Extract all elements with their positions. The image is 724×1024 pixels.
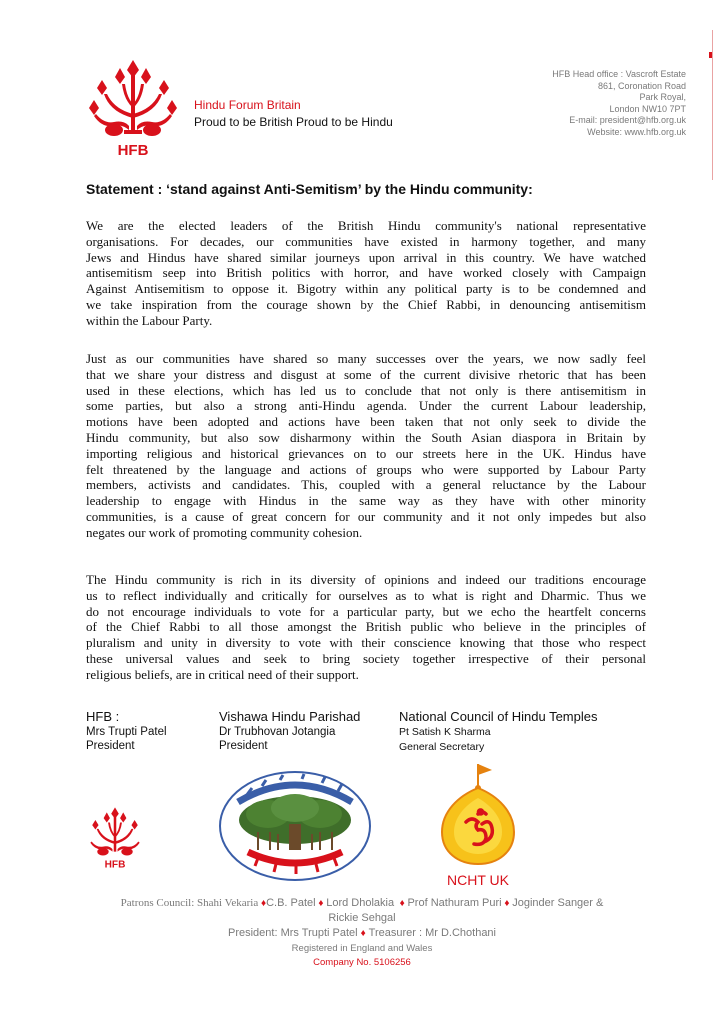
margin-tick xyxy=(709,52,712,58)
address-line: 861, Coronation Road xyxy=(597,80,686,91)
ncht-logo-text: NCHT UK xyxy=(447,872,509,888)
signatory-org: National Council of Hindu Temples xyxy=(399,709,598,724)
org-name: Hindu Forum Britain xyxy=(194,98,301,112)
paragraph-line: The Hindu community is rich in its diversity of opinions and indeed our traditions encourage xyxy=(86,572,646,587)
treasurer-text: Treasurer : Mr D.Chothani xyxy=(368,927,496,939)
signatory-role: President xyxy=(219,740,268,752)
paragraph-line: organisations. For decades, our communities have existed in harmony together, and many xyxy=(86,233,646,249)
drop-icon: ♦ xyxy=(360,928,366,939)
signatory-name: Mrs Trupti Patel xyxy=(86,726,167,738)
company-number: Company No. 5106256 xyxy=(313,957,411,968)
address-line: London NW10 7PT xyxy=(609,103,686,114)
drop-icon: ♦ xyxy=(260,898,267,909)
vhp-logo xyxy=(218,770,372,882)
paragraph-line: We are the elected leaders of the British Hindu community's national representative xyxy=(86,218,646,233)
signatory-org: Vishawa Hindu Parishad xyxy=(219,709,361,724)
paragraph-line: leadership to engage with Hindus in the same way as they have with other minority xyxy=(86,493,646,509)
signatory-org: HFB : xyxy=(86,709,120,724)
paragraph-line: these universal values and seek to bring society together irrespective of their personal xyxy=(86,650,646,666)
drop-icon: ♦ xyxy=(399,898,405,909)
paragraph-line: religious beliefs, are in critical need of their support. xyxy=(86,666,359,682)
registered-text: Registered in England and Wales xyxy=(291,943,433,954)
signatory-hfb xyxy=(86,709,167,752)
paragraph-line: negates our work of promoting community cohesion. xyxy=(86,524,363,540)
paragraph-line: Just as our communities have shared so many successes over the years, we now sadly feel xyxy=(86,351,646,366)
hfb-logo xyxy=(84,60,182,160)
address-line: HFB Head office : Vascroft Estate xyxy=(552,69,686,79)
signatory-role: President xyxy=(86,740,135,752)
paragraph-line: we take inspiration from the courage shown by the Chief Rabbi, in denouncing antisemitism xyxy=(86,296,646,312)
signatory-role: General Secretary xyxy=(399,741,485,753)
patron-name: C.B. Patel xyxy=(266,897,316,909)
patron-name: Prof Nathuram Puri xyxy=(407,897,502,909)
margin-rule xyxy=(712,30,713,180)
paragraph-line: pluralism and unity in diversity to vote with their conscience knowing that those who respect xyxy=(86,635,646,651)
paragraph-line: Hindu community, but also sow disharmony within the South Asian diaspora in Britain by xyxy=(86,429,646,445)
hfb-small-logo-text: HFB xyxy=(104,859,126,871)
drop-icon: ♦ xyxy=(318,898,324,909)
paragraph-3 xyxy=(86,572,646,683)
signatory-ncht xyxy=(399,709,597,753)
paragraph-line: within the Labour Party. xyxy=(86,312,213,328)
ncht-logo xyxy=(428,760,528,890)
paragraph-1 xyxy=(86,218,646,329)
paragraph-line: Jews and Hindus have shared similar journeys upon arrival in this country. We have watched xyxy=(86,249,646,265)
patron-name: Joginder Sanger & xyxy=(512,897,604,909)
president-text: President: Mrs Trupti Patel xyxy=(228,927,358,939)
paragraph-2 xyxy=(86,351,646,541)
patrons-line-2 xyxy=(0,912,724,924)
officers-line xyxy=(0,927,724,939)
paragraph-line: motions have been adopted and actions have been taken that not only seek to divide the xyxy=(86,414,646,430)
paragraph-line: used in these elections, which has led us to conclude that not only is there antisemitism in xyxy=(86,382,646,398)
statement-title: Statement : ‘stand against Anti-Semitism’ by the Hindu community: xyxy=(86,181,533,197)
paragraph-line: of the Chief Rabbi to all those amongst the British public who believe in the principles of xyxy=(86,619,646,635)
paragraph-line: that we share your distress and disgust at some of the current divisive rhetoric that has been xyxy=(86,366,646,382)
email-line: E-mail: president@hfb.org.uk xyxy=(569,115,686,126)
paragraph-line: Against Antisemitism to oppose it. Bigotry within any political party is to be condemned and xyxy=(86,281,646,297)
address-line: Park Royal, xyxy=(639,92,686,103)
website-line: Website: www.hfb.org.uk xyxy=(587,126,686,137)
paragraph-line: do not encourage individuals to vote for a particular party, but we echo the heartfelt concerns xyxy=(86,603,646,619)
hfb-logo-text: HFB xyxy=(117,142,149,159)
paragraph-line: antisemitism seep into British politics with horror, and have worked closely with Campaign xyxy=(86,265,646,281)
paragraph-line: importing religious and historical grievances on to our streets here in the UK. Hindus have xyxy=(86,445,646,461)
patrons-label: Patrons Council: Shahi Vekaria xyxy=(120,897,259,909)
patron-name: Lord Dholakia xyxy=(326,897,395,909)
paragraph-line: some parties, but also a strong anti-Hindu agenda. Under the current Labour leadership, xyxy=(86,398,646,414)
drop-icon: ♦ xyxy=(504,898,510,909)
signatory-name: Dr Trubhovan Jotangia xyxy=(219,726,336,738)
patron-name: Rickie Sehgal xyxy=(328,912,396,924)
paragraph-line: members, activists and candidates. This, coupled with a general reluctance by the Labour xyxy=(86,477,646,493)
paragraph-line: communities, is a cause of great concern for our community and it not only impedes but also xyxy=(86,508,646,524)
paragraph-line: us to reflect individually and critically for ourselves as to what is right and Dharmic. Thus we xyxy=(86,587,646,603)
patrons-line xyxy=(0,897,724,909)
signatory-name: Pt Satish K Sharma xyxy=(399,726,491,738)
head-office-address xyxy=(486,69,686,139)
hfb-small-logo xyxy=(84,806,146,872)
tagline: Proud to be British Proud to be Hindu xyxy=(194,115,393,129)
paragraph-line: felt threatened by the language and actions of groups who were supported by Labour Party xyxy=(86,461,646,477)
signatory-vhp xyxy=(219,709,360,752)
